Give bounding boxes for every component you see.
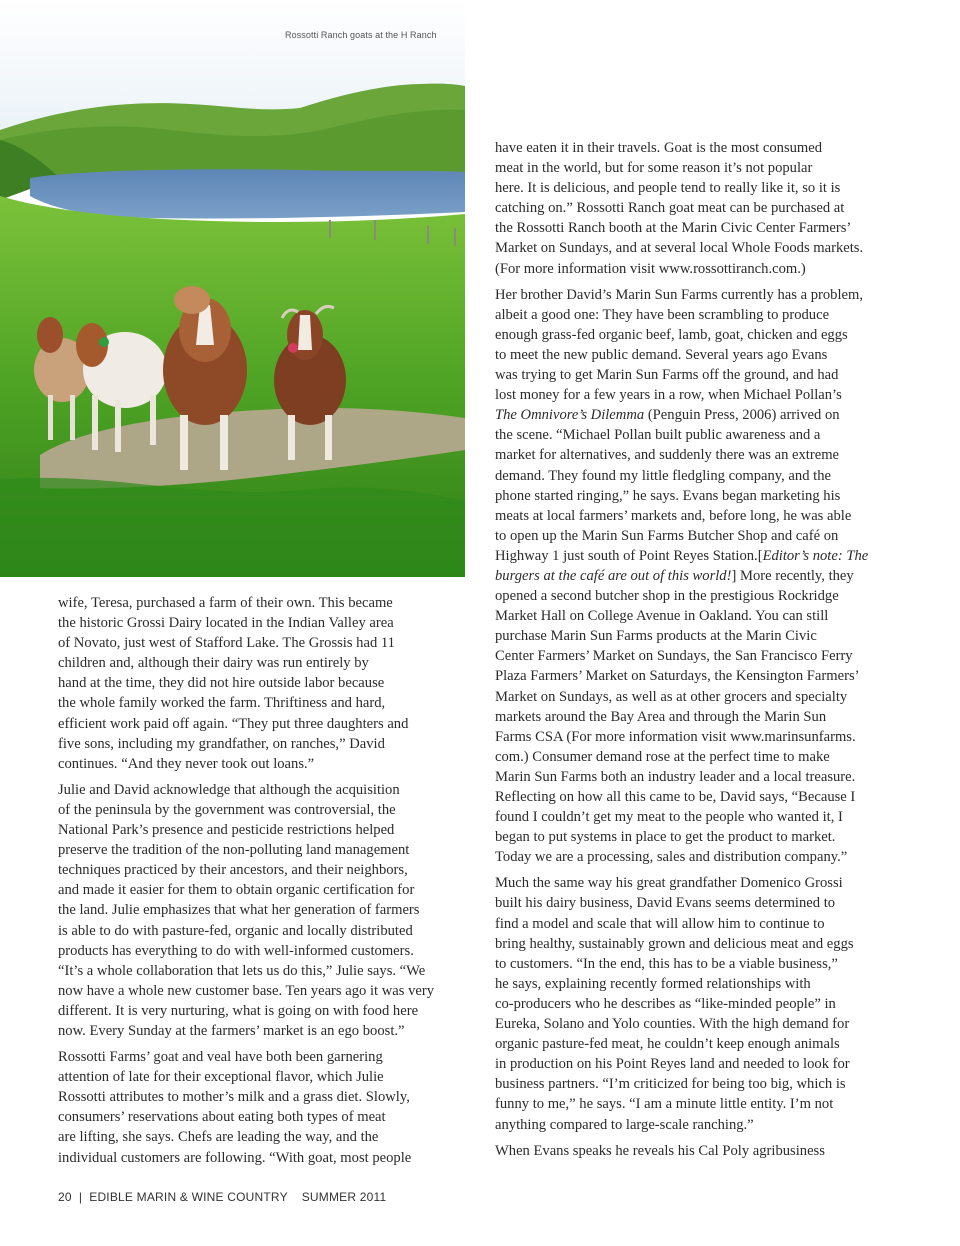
text-line: Farms CSA (For more information visit www.marinsunfarms. bbox=[495, 728, 856, 745]
text-line: Rossotti Farms’ goat and veal have both been garnering bbox=[58, 1049, 383, 1066]
text-line: meat in the world, but for some reason it’s not popular bbox=[495, 160, 813, 177]
text-line: Plaza Farmers’ Market on Saturdays, the Kensington Farmers’ bbox=[495, 668, 860, 685]
text-line: meats at local farmers’ markets and, before long, he was able bbox=[495, 507, 852, 524]
text-line: of the peninsula by the government was controversial, the bbox=[58, 801, 396, 818]
text-line: are lifting, she says. Chefs are leading the way, and the bbox=[58, 1129, 379, 1146]
text-line: The Omnivore’s Dilemma (Penguin Press, 2006) arrived on bbox=[495, 407, 840, 424]
footer-separator: | bbox=[78, 1190, 83, 1204]
text-line: Marin Sun Farms both an industry leader and a local treasure. bbox=[495, 768, 856, 785]
text-line: began to put systems in place to get the product to market. bbox=[495, 829, 836, 846]
text-line: was trying to get Marin Sun Farms off the ground, and had bbox=[495, 367, 839, 384]
text-line: purchase Marin Sun Farms products at the Marin Civic bbox=[495, 628, 817, 645]
page-footer bbox=[58, 1190, 386, 1204]
text-line: National Park’s presence and pesticide restrictions helped bbox=[58, 822, 395, 839]
text-line: Eureka, Solano and Yolo counties. With the high demand for bbox=[495, 1016, 850, 1033]
text-line: the scene. “Michael Pollan built public awareness and a bbox=[495, 427, 821, 444]
text-line: phone started ringing,” he says. Evans began marketing his bbox=[495, 487, 841, 504]
issue-date: SUMMER 2011 bbox=[301, 1190, 387, 1204]
text-line: demand. They found my little fledgling company, and the bbox=[495, 467, 831, 484]
text-line: preserve the tradition of the non-polluting land management bbox=[58, 842, 410, 859]
paragraph bbox=[495, 138, 905, 279]
photo-caption: Rossotti Ranch goats at the H Ranch bbox=[285, 30, 437, 40]
text-line: consumers’ reservations about eating both types of meat bbox=[58, 1109, 386, 1126]
text-line: the whole family worked the farm. Thriftiness and hard, bbox=[58, 695, 386, 712]
paragraph bbox=[58, 1047, 468, 1168]
text-line: now. Every Sunday at the farmers’ market is an ego boost.” bbox=[58, 1022, 405, 1039]
right-column bbox=[495, 138, 905, 1167]
text-line: When Evans speaks he reveals his Cal Poly agribusiness bbox=[495, 1142, 825, 1159]
text-line: is able to do with pasture-fed, organic and locally distributed bbox=[58, 922, 413, 939]
text-line: markets around the Bay Area and through the Marin Sun bbox=[495, 708, 827, 725]
text-line: he says, explaining recently formed relationships with bbox=[495, 975, 811, 992]
text-line: have eaten it in their travels. Goat is the most consumed bbox=[495, 140, 823, 156]
text-line: Reflecting on how all this came to be, David says, “Because I bbox=[495, 789, 856, 805]
text-line: hand at the time, they did not hire outside labor because bbox=[58, 675, 385, 692]
text-line: to meet the new public demand. Several years ago Evans bbox=[495, 346, 828, 363]
text-line: “It’s a whole collaboration that lets us do this,” Julie says. “We bbox=[58, 962, 426, 979]
text-line: to customers. “In the end, this has to be a viable business,” bbox=[495, 955, 838, 972]
text-line: anything compared to large-scale ranching.” bbox=[495, 1116, 754, 1133]
text-line: Much the same way his great grandfather Domenico Grossi bbox=[495, 875, 843, 892]
text-line: find a model and scale that will allow him to continue to bbox=[495, 915, 825, 932]
text-line: Highway 1 just south of Point Reyes Station.[Editor’s note: The bbox=[495, 547, 869, 564]
text-line: and made it easier for them to obtain organic certification for bbox=[58, 882, 415, 899]
text-line: to open up the Marin Sun Farms Butcher Shop and café on bbox=[495, 527, 839, 544]
text-line: attention of late for their exceptional flavor, which Julie bbox=[58, 1069, 384, 1086]
text-line: Rossotti attributes to mother’s milk and a grass diet. Slowly, bbox=[58, 1089, 410, 1106]
text-line: Market on Sundays, and at several local Whole Foods markets. bbox=[495, 240, 864, 257]
left-column bbox=[58, 593, 468, 1174]
text-line: techniques practiced by their ancestors, and their neighbors, bbox=[58, 862, 408, 879]
text-line: lost money for a few years in a row, when Michael Pollan’s bbox=[495, 387, 842, 404]
text-line: catching on.” Rossotti Ranch goat meat can be purchased at bbox=[495, 200, 845, 217]
text-line: Center Farmers’ Market on Sundays, the San Francisco Ferry bbox=[495, 648, 853, 665]
text-line: albeit a good one: They have been scrambling to produce bbox=[495, 306, 830, 323]
paragraph bbox=[58, 593, 468, 774]
text-line: the land. Julie emphasizes that what her generation of farmers bbox=[58, 902, 420, 919]
text-line: built his dairy business, David Evans seems determined to bbox=[495, 895, 836, 912]
text-line: Market Hall on College Avenue in Oakland. You can still bbox=[495, 608, 829, 625]
text-line: children and, although their dairy was run entirely by bbox=[58, 655, 369, 672]
text-line: the historic Grossi Dairy located in the Indian Valley area bbox=[58, 615, 394, 632]
text-line: found I couldn’t get my meat to the people who wanted it, I bbox=[495, 809, 843, 826]
text-line: market for alternatives, and suddenly there was an extreme bbox=[495, 447, 840, 464]
text-line: Her brother David’s Marin Sun Farms currently has a problem, bbox=[495, 286, 864, 303]
text-line: efficient work paid off again. “They put three daughters and bbox=[58, 715, 409, 732]
text-line: funny to me,” he says. “I am a minute little entity. I’m not bbox=[495, 1096, 834, 1113]
paragraph bbox=[495, 873, 905, 1134]
goats-photo bbox=[0, 0, 465, 577]
paragraph bbox=[495, 285, 905, 868]
text-line: burgers at the café are out of this world!] More recently, they bbox=[495, 567, 854, 584]
lake bbox=[30, 169, 465, 218]
text-line: five sons, including my grandfather, on ranches,” David bbox=[58, 735, 385, 752]
text-line: the Rossotti Ranch booth at the Marin Civic Center Farmers’ bbox=[495, 220, 852, 237]
publication-name: EDIBLE MARIN & WINE COUNTRY bbox=[89, 1190, 288, 1204]
text-line: enough grass-fed organic beef, lamb, goat, chicken and eggs bbox=[495, 326, 848, 343]
text-line: opened a second butcher shop in the prestigious Rockridge bbox=[495, 588, 839, 605]
text-line: Julie and David acknowledge that although the acquisition bbox=[58, 781, 400, 798]
text-line: bring healthy, sustainably grown and delicious meat and eggs bbox=[495, 935, 854, 952]
text-line: individual customers are following. “With goat, most people bbox=[58, 1149, 412, 1166]
text-line: business partners. “I’m criticized for being too big, which is bbox=[495, 1076, 846, 1093]
text-line: products has everything to do with well-informed customers. bbox=[58, 942, 414, 959]
text-line: different. It is very nurturing, what is going on with food here bbox=[58, 1002, 419, 1019]
text-line: wife, Teresa, purchased a farm of their own. This became bbox=[58, 595, 393, 611]
text-line: now have a whole new customer base. Ten years ago it was very bbox=[58, 982, 434, 999]
text-line: Market on Sundays, as well as at other grocers and specialty bbox=[495, 688, 848, 705]
text-line: (For more information visit www.rossottiranch.com.) bbox=[495, 260, 806, 277]
text-line: in production on his Point Reyes land and needed to look for bbox=[495, 1056, 850, 1073]
paragraph bbox=[495, 1141, 905, 1161]
text-line: com.) Consumer demand rose at the perfect time to make bbox=[495, 748, 830, 765]
text-line: Today we are a processing, sales and distribution company.” bbox=[495, 849, 848, 866]
text-line: of Novato, just west of Stafford Lake. The Grossis had 11 bbox=[58, 635, 395, 652]
paragraph bbox=[58, 780, 468, 1041]
text-line: organic pasture-fed meat, he couldn’t keep enough animals bbox=[495, 1036, 840, 1053]
text-line: continues. “And they never took out loans.” bbox=[58, 755, 315, 772]
text-line: co-producers who he describes as “like-minded people” in bbox=[495, 995, 836, 1012]
text-line: here. It is delicious, and people tend to really like it, so it is bbox=[495, 180, 841, 197]
page-number: 20 bbox=[58, 1190, 72, 1204]
